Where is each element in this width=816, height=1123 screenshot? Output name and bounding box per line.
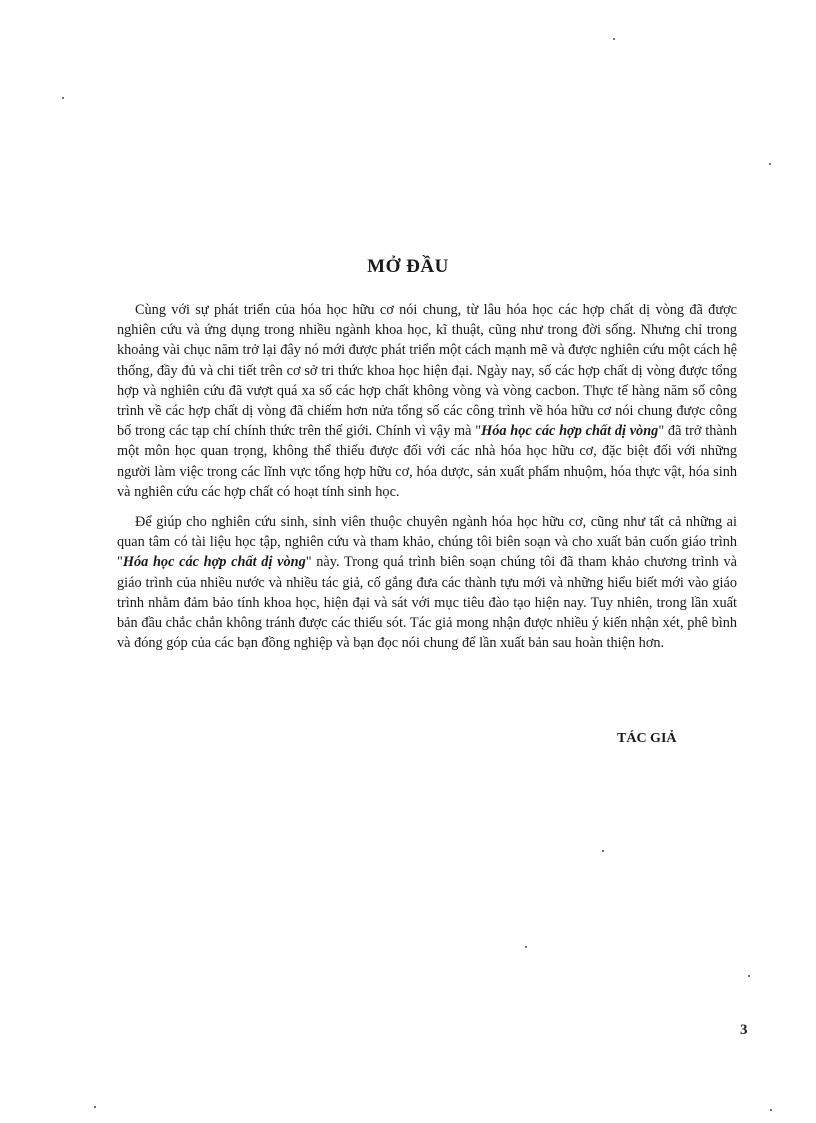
paragraph-1-text-end: " đã trở thành một môn học quan trọng, không thể thiếu được đối với các nhà hóa học hữu cơ, đặc biệt đối với những người làm việc trong các lĩnh vực tổng hợp hữu cơ, hóa dược, sản xuất phẩm nhuộm, hóa thực vật, hóa sinh và nghiên cứu các hợp chất có hoạt tính sinh học. (117, 423, 737, 500)
scan-speck (94, 1106, 96, 1108)
author-signature: TÁC GIẢ (617, 731, 677, 746)
paragraph-2-book-title: Hóa học các hợp chất dị vòng (122, 554, 306, 571)
body-text (117, 300, 737, 653)
scan-speck (613, 38, 615, 40)
scan-speck (769, 163, 771, 165)
paragraph-2-text-start: Để giúp cho nghiên cứu sinh, sinh viên thuộc chuyên ngành hóa học hữu cơ, cũng như tất cả những ai quan tâm có tài liệu học tập, nghiên cứu và tham khảo, chúng tôi biên soạn và cho xuất bản cuốn giáo trình " (117, 514, 737, 571)
paragraph-1-text-start: Cùng với sự phát triển của hóa học hữu cơ nói chung, từ lâu hóa học các hợp chất dị vòng đã được nghiên cứu và ứng dụng trong nhiều ngành khoa học, kĩ thuật, cũng như trong đời sống. Nhưng chỉ trong khoảng vài chục năm trở lại đây nó mới được phát triển một cách mạnh mẽ và được nghiên cứu một cách hệ thống, đầy đủ và chi tiết trên cơ sở tri thức khoa học hiện đại. Ngày nay, số các hợp chất dị vòng được tổng hợp và nghiên cứu đã vượt quá xa số các hợp chất không vòng và vòng cacbon. Thực tế hàng năm số công trình về các hợp chất dị vòng đã chiếm hơn nửa tổng số các công trình về hóa hữu cơ nói chung được công bố trong các tạp chí chính thức trên thế giới. Chính vì vậy mà " (117, 302, 737, 440)
scan-speck (62, 97, 64, 99)
scan-speck (770, 1109, 772, 1111)
scan-speck (602, 850, 604, 852)
paragraph-2 (117, 512, 737, 653)
page-number: 3 (740, 1022, 748, 1038)
page-title: MỞ ĐẦU (367, 256, 449, 277)
paragraph-2-text-end: " này. Trong quá trình biên soạn chúng tôi đã tham khảo chương trình và giáo trình của nhiều nước và nhiều tác giả, cố gắng đưa các thành tựu mới và những hiểu biết mới vào giáo trình nhằm đảm bảo tính khoa học, hiện đại và sát với mục tiêu đào tạo hiện nay. Tuy nhiên, trong lần xuất bản đầu chắc chắn không tránh được các thiếu sót. Tác giả mong nhận được nhiều ý kiến nhận xét, phê bình và đóng góp của các bạn đồng nghiệp và bạn đọc nói chung để lần xuất bản sau hoàn thiện hơn. (117, 554, 737, 652)
scan-speck (748, 975, 750, 977)
paragraph-1 (117, 300, 737, 502)
scan-speck (525, 946, 527, 948)
paragraph-1-book-title: Hóa học các hợp chất dị vòng (481, 423, 659, 440)
